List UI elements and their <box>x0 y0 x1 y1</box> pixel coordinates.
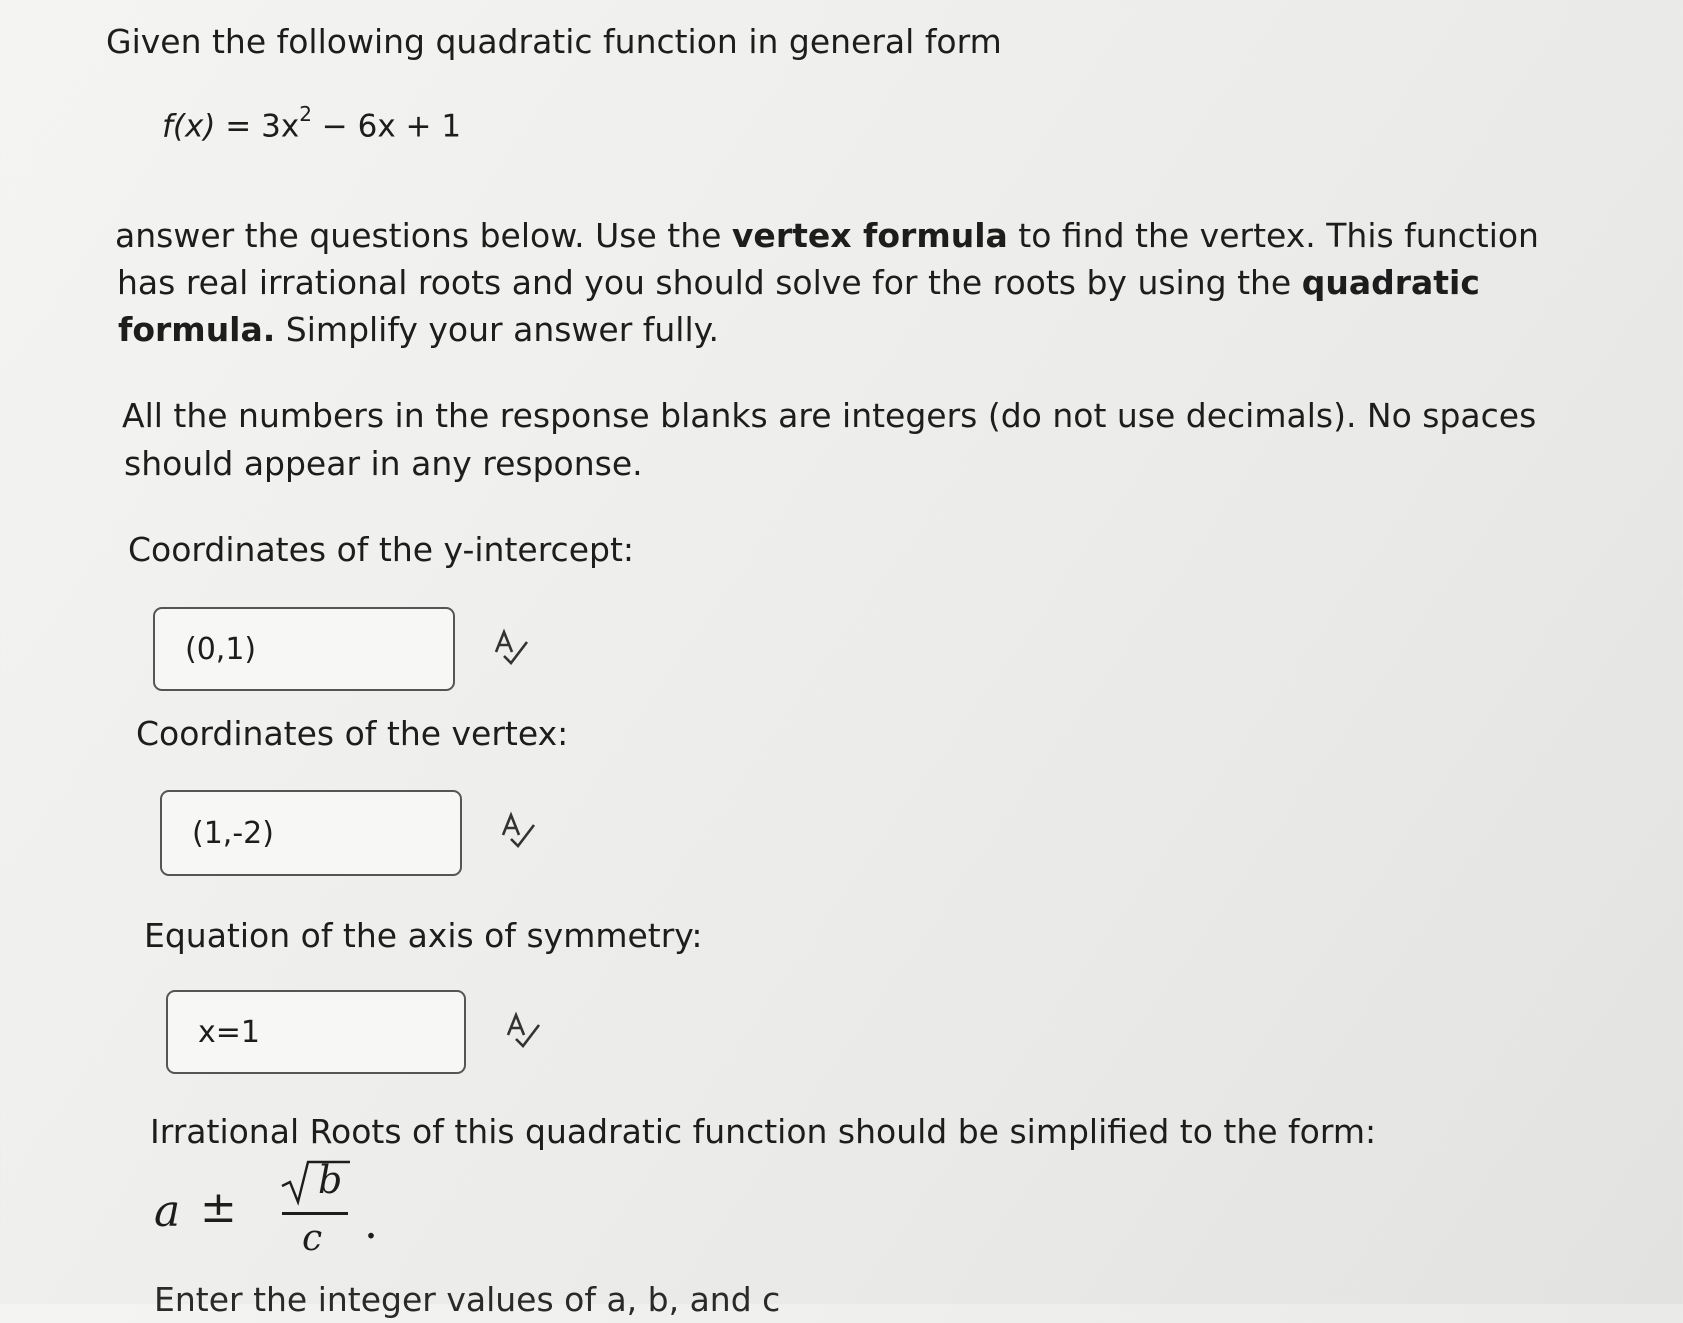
y-intercept-label: Coordinates of the y-intercept: <box>128 530 635 569</box>
formula-b: b <box>318 1158 343 1202</box>
y-intercept-input[interactable] <box>153 607 455 691</box>
formula-plus-minus: ± <box>200 1182 237 1233</box>
vertex-label: Coordinates of the vertex: <box>136 714 569 753</box>
axis-of-symmetry-label: Equation of the axis of symmetry: <box>144 916 703 955</box>
roots-label: Irrational Roots of this quadratic function should be simplified to the form: <box>150 1112 1377 1151</box>
vertex-input[interactable] <box>160 790 462 876</box>
instructions-line-1 <box>115 212 1539 259</box>
instr-bold-formula: formula. <box>118 310 276 349</box>
next-instruction-partial: Enter the integer values of a, b, and c <box>154 1280 781 1319</box>
function-lhs: f(x) <box>162 108 216 145</box>
instr-bold-quadratic: quadratic <box>1301 263 1480 302</box>
spellcheck-icon[interactable] <box>502 1011 546 1051</box>
instr-text: to find the vertex. This function <box>1007 216 1539 255</box>
intro-text: Given the following quadratic function in general form <box>106 22 1002 61</box>
spellcheck-icon[interactable] <box>490 628 534 668</box>
function-rest: − 6x + 1 <box>311 108 462 145</box>
axis-of-symmetry-input[interactable] <box>166 990 466 1074</box>
instructions-line-3 <box>118 306 719 353</box>
rules-line-1: All the numbers in the response blanks are integers (do not use decimals). No spaces <box>122 396 1537 435</box>
instr-text: answer the questions below. Use the <box>115 216 732 255</box>
fraction-bar <box>282 1212 348 1215</box>
y-intercept-value: (0,1) <box>185 631 257 667</box>
instructions-line-2 <box>117 259 1480 306</box>
function-expression <box>162 102 462 145</box>
formula-a: a <box>154 1186 181 1237</box>
axis-of-symmetry-value: x=1 <box>198 1014 260 1050</box>
rules-line-2: should appear in any response. <box>124 444 643 483</box>
instr-text: Simplify your answer fully. <box>275 310 719 349</box>
formula-c: c <box>302 1218 323 1259</box>
formula-period: . <box>364 1198 378 1249</box>
vertex-value: (1,-2) <box>192 815 274 851</box>
function-eq: = 3x <box>215 108 300 145</box>
spellcheck-icon[interactable] <box>497 811 541 851</box>
instr-bold-vertex-formula: vertex formula <box>731 216 1008 255</box>
instr-text: has real irrational roots and you should solve for the roots by using the <box>117 263 1302 302</box>
function-exponent: 2 <box>299 102 312 126</box>
